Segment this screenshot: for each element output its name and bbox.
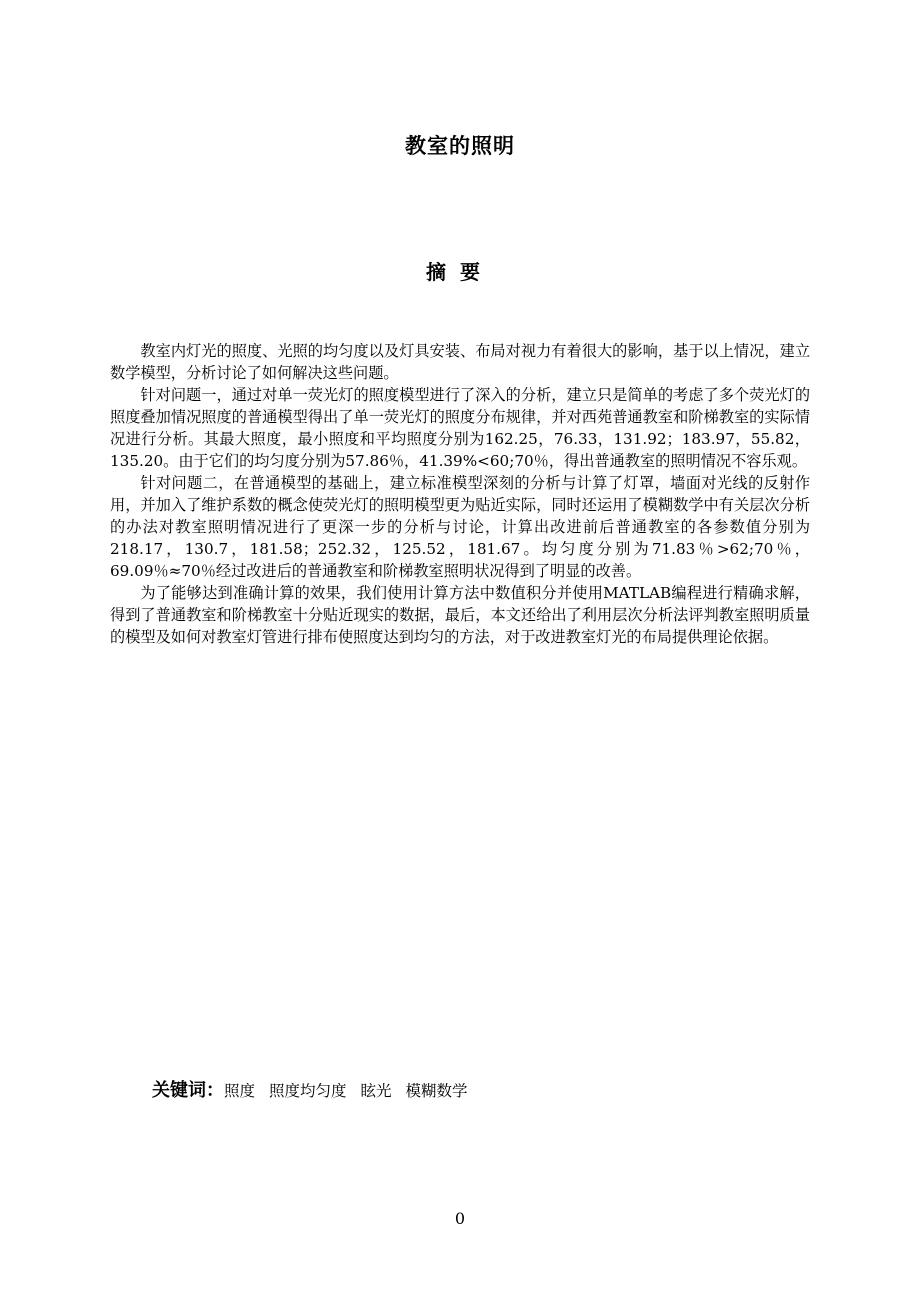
keyword-item: 照度 xyxy=(224,1082,256,1100)
keyword-item: 眩光 xyxy=(360,1082,392,1100)
abstract-body xyxy=(110,340,810,648)
paper-title: 教室的照明 xyxy=(405,134,515,158)
abstract-paragraph-3: 针对问题二，在普通模型的基础上，建立标准模型深刻的分析与计算了灯罩，墙面对光线的反射作用，并加入了维护系数的概念使荧光灯的照明模型更为贴近实际，同时还运用了模糊数学中有关层次分析的办法对教室照明情况进行了更深一步的分析与讨论，计算出改进前后普通教室的各参数值分别为218.17，130.7，181.58；252.32，125.52，181.67。均匀度分别为71.83％>62;70％，69.09％≈70％经过改进后的普通教室和阶梯教室照明状况得到了明显的改善。 xyxy=(110,474,810,580)
abstract-paragraph-1: 教室内灯光的照度、光照的均匀度以及灯具安装、布局对视力有着很大的影响，基于以上情况，建立数学模型，分析讨论了如何解决这些问题。 xyxy=(110,342,810,382)
keywords-label: 关键词： xyxy=(152,1080,224,1101)
abstract-paragraph-4: 为了能够达到准确计算的效果，我们使用计算方法中数值积分并使用MATLAB编程进行精确求解，得到了普通教室和阶梯教室十分贴近现实的数据，最后，本文还给出了利用层次分析法评判教室照明质量的模型及如何对教室灯管进行排布使照度达到均匀的方法，对于改进教室灯光的布局提供理论依据。 xyxy=(110,584,810,646)
abstract-paragraph-2: 针对问题一，通过对单一荧光灯的照度模型进行了深入的分析，建立只是简单的考虑了多个荧光灯的照度叠加情况照度的普通模型得出了单一荧光灯的照度分布规律，并对西苑普通教室和阶梯教室的实际情况进行分析。其最大照度，最小照度和平均照度分别为162.25，76.33，131.92；183.97，55.82，135.20。由于它们的均匀度分别为57.86％，41.39%<60;70％，得出普通教室的照明情况不容乐观。 xyxy=(110,386,810,470)
keyword-item: 模糊数学 xyxy=(405,1082,468,1100)
keywords-line xyxy=(152,1076,482,1102)
page-number: 0 xyxy=(454,1209,466,1228)
keyword-item: 照度均匀度 xyxy=(269,1082,347,1100)
abstract-heading: 摘要 xyxy=(426,260,494,284)
